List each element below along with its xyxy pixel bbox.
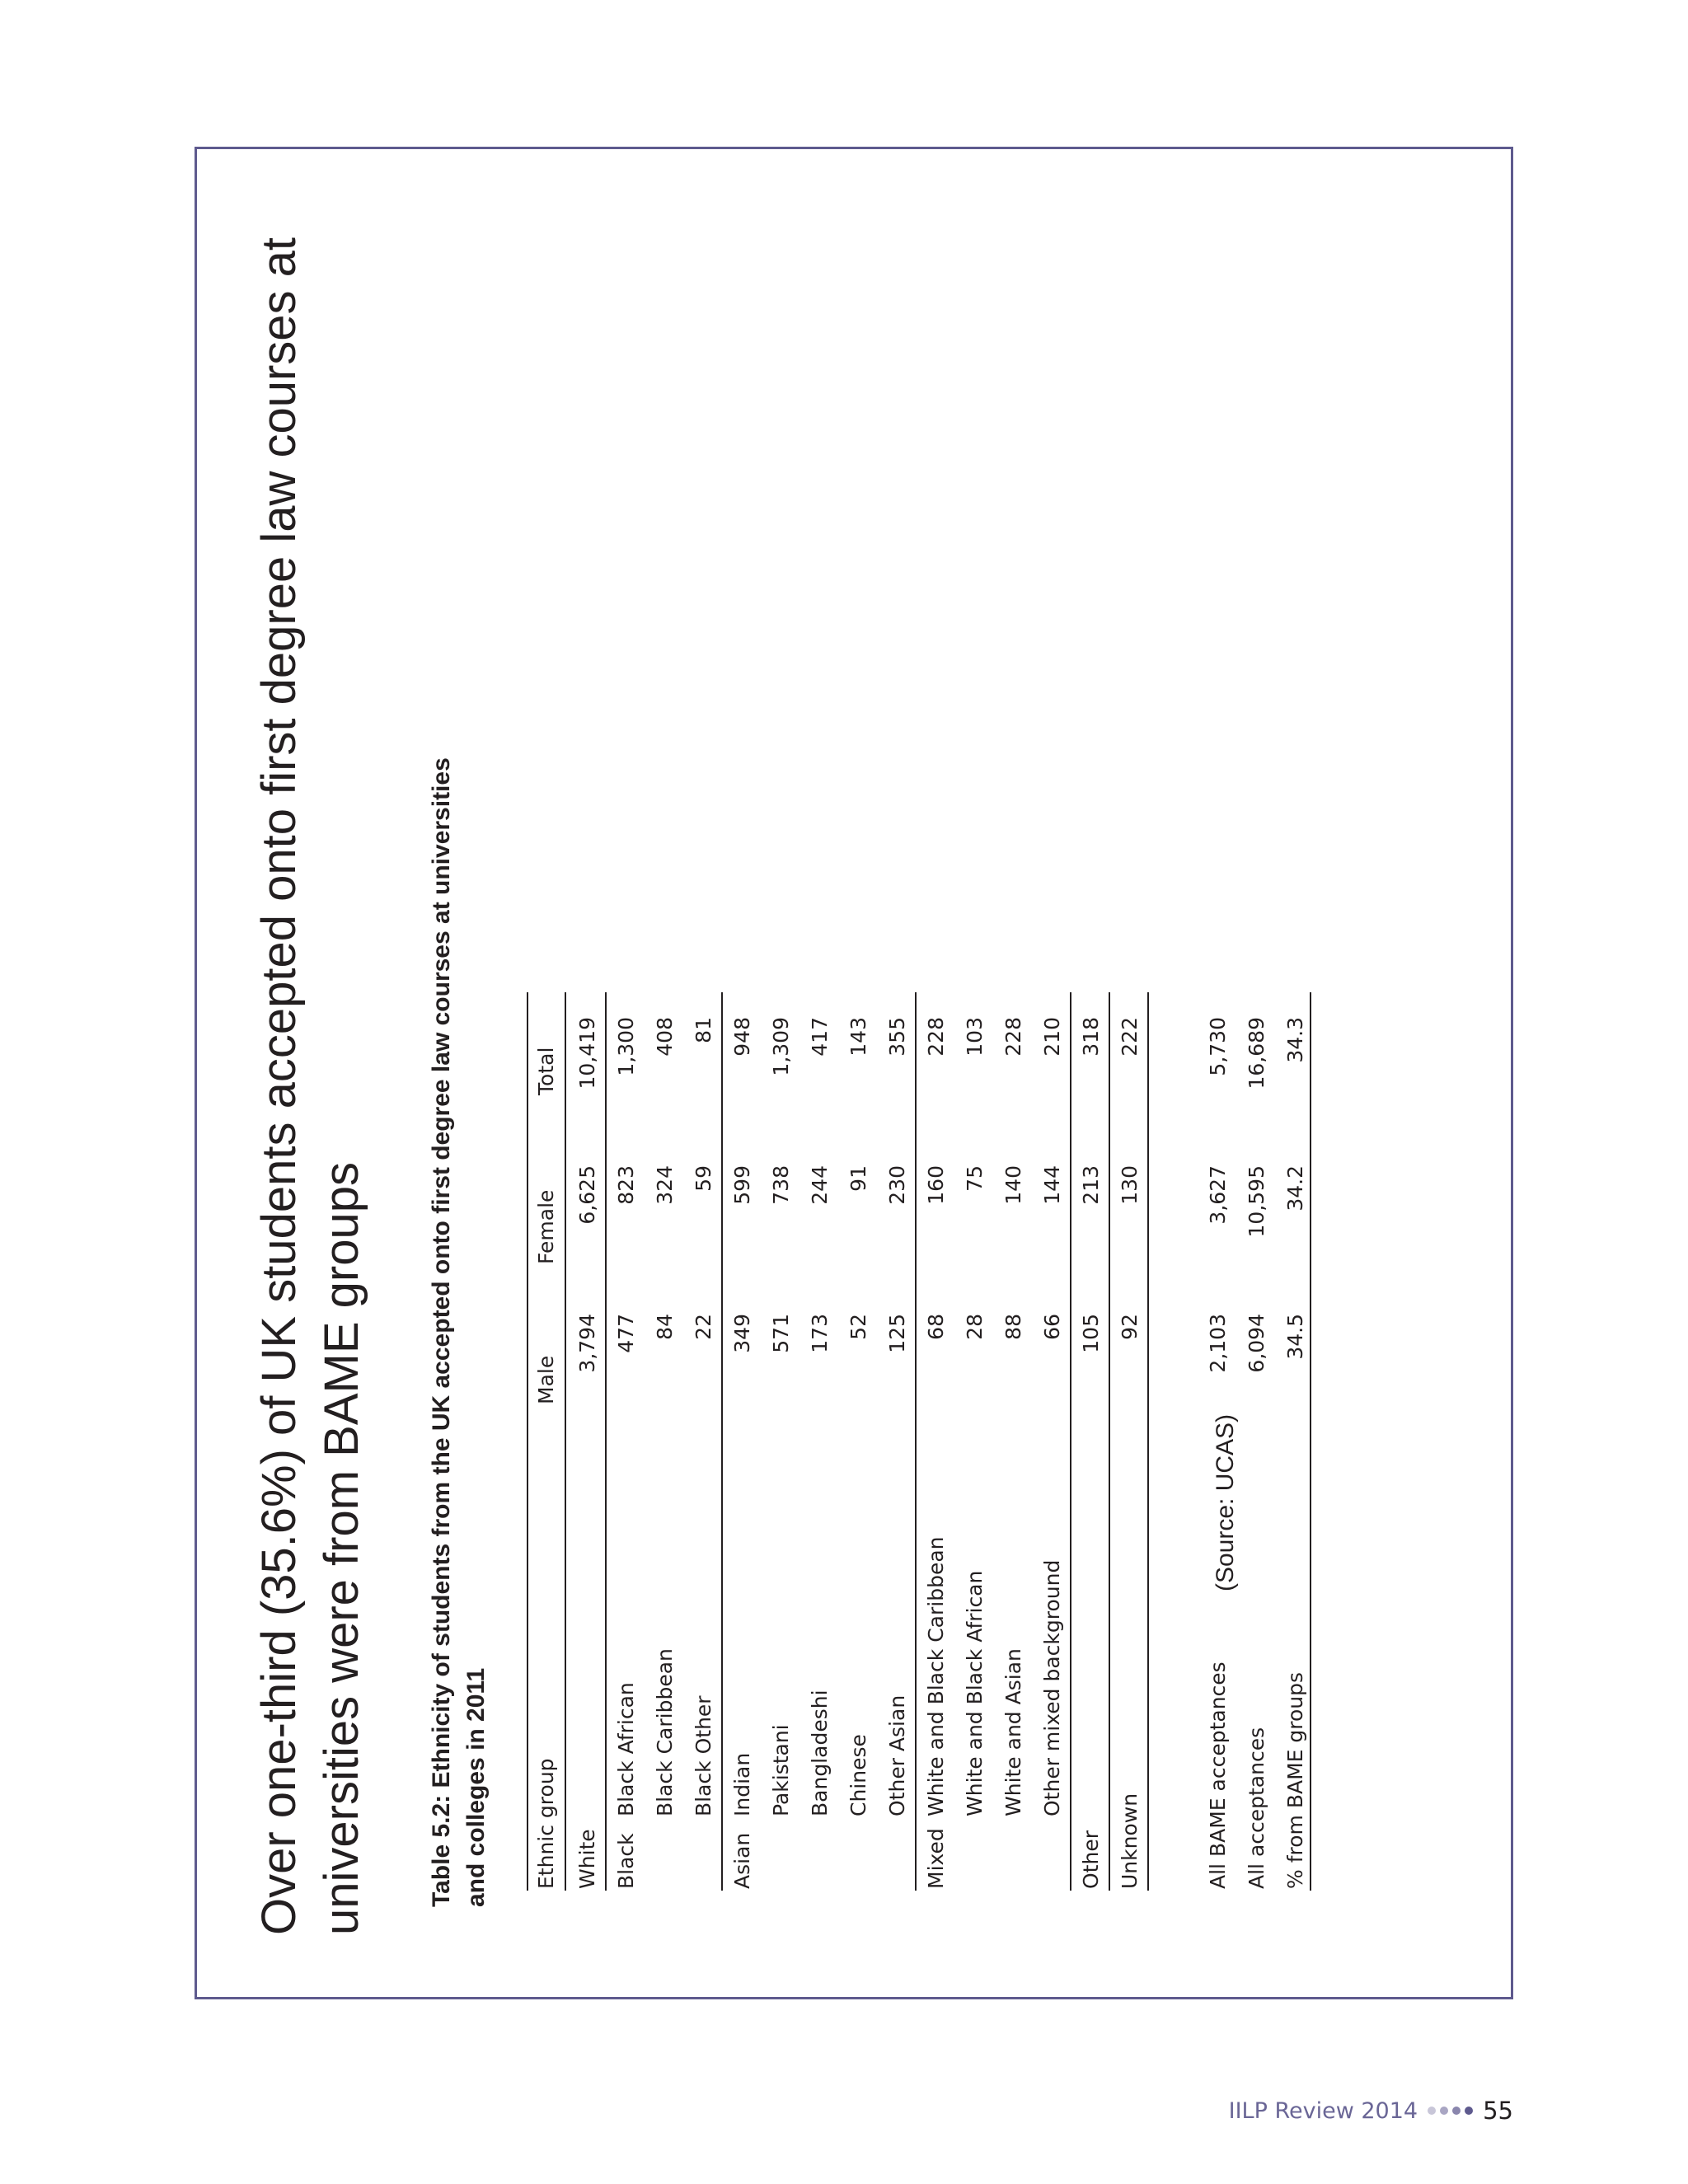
cell-subgroup: Indian [730, 1752, 754, 1816]
cell-total: 10,419 [575, 1017, 599, 1090]
summary-label: All acceptances [1245, 1727, 1268, 1889]
cell-male: 349 [730, 1314, 754, 1353]
table-row [1033, 737, 1072, 1891]
cell-ethnic-group: Unknown [1118, 1793, 1142, 1889]
cell-female: 140 [1001, 1165, 1025, 1205]
dot-icon [1465, 2107, 1473, 2115]
summary-label: % from BAME groups [1283, 1671, 1307, 1889]
group-separator-rule [721, 992, 723, 1891]
cell-total: 222 [1118, 1017, 1142, 1057]
page-footer [1229, 2097, 1513, 2125]
cell-total: 228 [1001, 1017, 1025, 1057]
dot-icon [1428, 2107, 1436, 2115]
dot-icon [1440, 2107, 1448, 2115]
cell-male: 28 [963, 1314, 987, 1340]
summary-female: 10,595 [1245, 1165, 1268, 1238]
cell-ethnic-group: Mixed [924, 1828, 948, 1889]
table-row [568, 737, 607, 1891]
cell-female: 91 [846, 1165, 870, 1192]
cell-female: 6,625 [575, 1165, 599, 1225]
cell-total: 81 [692, 1017, 715, 1043]
cell-subgroup: White and Black African [963, 1570, 987, 1816]
table-row [723, 737, 762, 1891]
cell-male: 66 [1040, 1314, 1064, 1340]
cell-subgroup: Other mixed background [1040, 1559, 1064, 1816]
summary-total: 34.3 [1283, 1017, 1307, 1063]
summary-row [1198, 737, 1238, 1891]
cell-male: 3,794 [575, 1314, 599, 1373]
cell-subgroup: Bangladeshi [808, 1690, 832, 1816]
cell-total: 417 [808, 1017, 832, 1057]
cell-female: 75 [963, 1165, 987, 1192]
summary-row [1237, 737, 1277, 1891]
table-row [762, 737, 801, 1891]
cell-male: 125 [885, 1314, 909, 1353]
summary-female: 34.2 [1283, 1165, 1307, 1212]
cell-ethnic-group: Asian [730, 1832, 754, 1889]
summary-label: All BAME acceptances [1206, 1661, 1230, 1889]
column-header-female: Female [534, 1189, 558, 1264]
cell-female: 213 [1079, 1165, 1103, 1205]
cell-female: 738 [769, 1165, 793, 1205]
cell-male: 173 [808, 1314, 832, 1353]
cell-ethnic-group: Black [614, 1833, 638, 1889]
rotated-content [197, 147, 1516, 1999]
cell-male: 571 [769, 1314, 793, 1353]
table-title: Table 5.2: Ethnicity of students from the UK accepted onto first degree law courses at universities and colleges in 2011 [428, 757, 490, 1907]
cell-total: 103 [963, 1017, 987, 1057]
table-row [1071, 737, 1111, 1891]
header-bottom-rule [565, 992, 566, 1891]
cell-total: 1,309 [769, 1017, 793, 1076]
cell-subgroup: White and Black Caribbean [924, 1536, 948, 1816]
summary-male: 6,094 [1245, 1314, 1268, 1373]
cell-total: 948 [730, 1017, 754, 1057]
publication-name: IILP Review 2014 [1228, 2097, 1418, 2124]
cell-total: 143 [846, 1017, 870, 1057]
group-separator-rule [1147, 992, 1149, 1891]
cell-subgroup: Chinese [846, 1734, 870, 1816]
table-top-rule [527, 992, 528, 1891]
cell-total: 408 [653, 1017, 677, 1057]
group-separator-rule [1109, 992, 1110, 1891]
cell-male: 68 [924, 1314, 948, 1340]
table-row [607, 737, 646, 1891]
cell-total: 1,300 [614, 1017, 638, 1076]
cell-total: 228 [924, 1017, 948, 1057]
cell-male: 88 [1001, 1314, 1025, 1340]
cell-female: 599 [730, 1165, 754, 1205]
cell-total: 210 [1040, 1017, 1064, 1057]
page-number: 55 [1483, 2097, 1513, 2125]
summary-male: 2,103 [1206, 1314, 1230, 1373]
cell-subgroup: White and Asian [1001, 1648, 1025, 1816]
cell-ethnic-group: Other [1079, 1830, 1103, 1889]
summary-male: 34.5 [1283, 1314, 1307, 1360]
table-row [800, 737, 840, 1891]
cell-subgroup: Other Asian [885, 1694, 909, 1816]
dot-icon [1452, 2107, 1461, 2115]
cell-female: 230 [885, 1165, 909, 1205]
table-row [955, 737, 995, 1891]
cell-male: 84 [653, 1314, 677, 1340]
cell-ethnic-group: White [575, 1829, 599, 1889]
cell-male: 52 [846, 1314, 870, 1340]
cell-female: 130 [1118, 1165, 1142, 1205]
column-header-total: Total [534, 1047, 558, 1095]
cell-female: 59 [692, 1165, 715, 1192]
cell-subgroup: Black Other [692, 1695, 715, 1816]
group-separator-rule [1070, 992, 1071, 1891]
summary-total: 16,689 [1245, 1017, 1268, 1090]
cell-male: 92 [1118, 1314, 1142, 1340]
summary-female: 3,627 [1206, 1165, 1230, 1225]
cell-subgroup: Black Caribbean [653, 1648, 677, 1816]
table-row [994, 737, 1034, 1891]
content-frame [195, 147, 1513, 1999]
cell-female: 144 [1040, 1165, 1064, 1205]
table-row [917, 737, 956, 1891]
headline: Over one-third (35.6%) of UK students accepted onto first degree law courses at universities were from BAME groups [252, 237, 368, 1935]
table-row [684, 737, 724, 1891]
group-separator-rule [915, 992, 917, 1891]
cell-female: 324 [653, 1165, 677, 1205]
table-row [878, 737, 917, 1891]
table-bottom-rule [1310, 992, 1311, 1891]
cell-female: 244 [808, 1165, 832, 1205]
summary-total: 5,730 [1206, 1017, 1230, 1076]
group-separator-rule [605, 992, 607, 1891]
cell-male: 22 [692, 1314, 715, 1340]
cell-subgroup: Pakistani [769, 1724, 793, 1816]
table-row [645, 737, 685, 1891]
table-row [1110, 737, 1150, 1891]
cell-male: 477 [614, 1314, 638, 1353]
cell-total: 355 [885, 1017, 909, 1057]
cell-female: 823 [614, 1165, 638, 1205]
cell-male: 105 [1079, 1314, 1103, 1353]
column-header-male: Male [534, 1355, 558, 1404]
cell-female: 160 [924, 1165, 948, 1205]
column-header-ethnic-group: Ethnic group [534, 1758, 558, 1889]
table-row [839, 737, 879, 1891]
cell-total: 318 [1079, 1017, 1103, 1057]
source-note: (Source: UCAS) [1212, 1413, 1239, 1591]
cell-subgroup: Black African [614, 1682, 638, 1816]
table-header-row [527, 737, 566, 1891]
decorative-dots-icon [1428, 2107, 1473, 2115]
